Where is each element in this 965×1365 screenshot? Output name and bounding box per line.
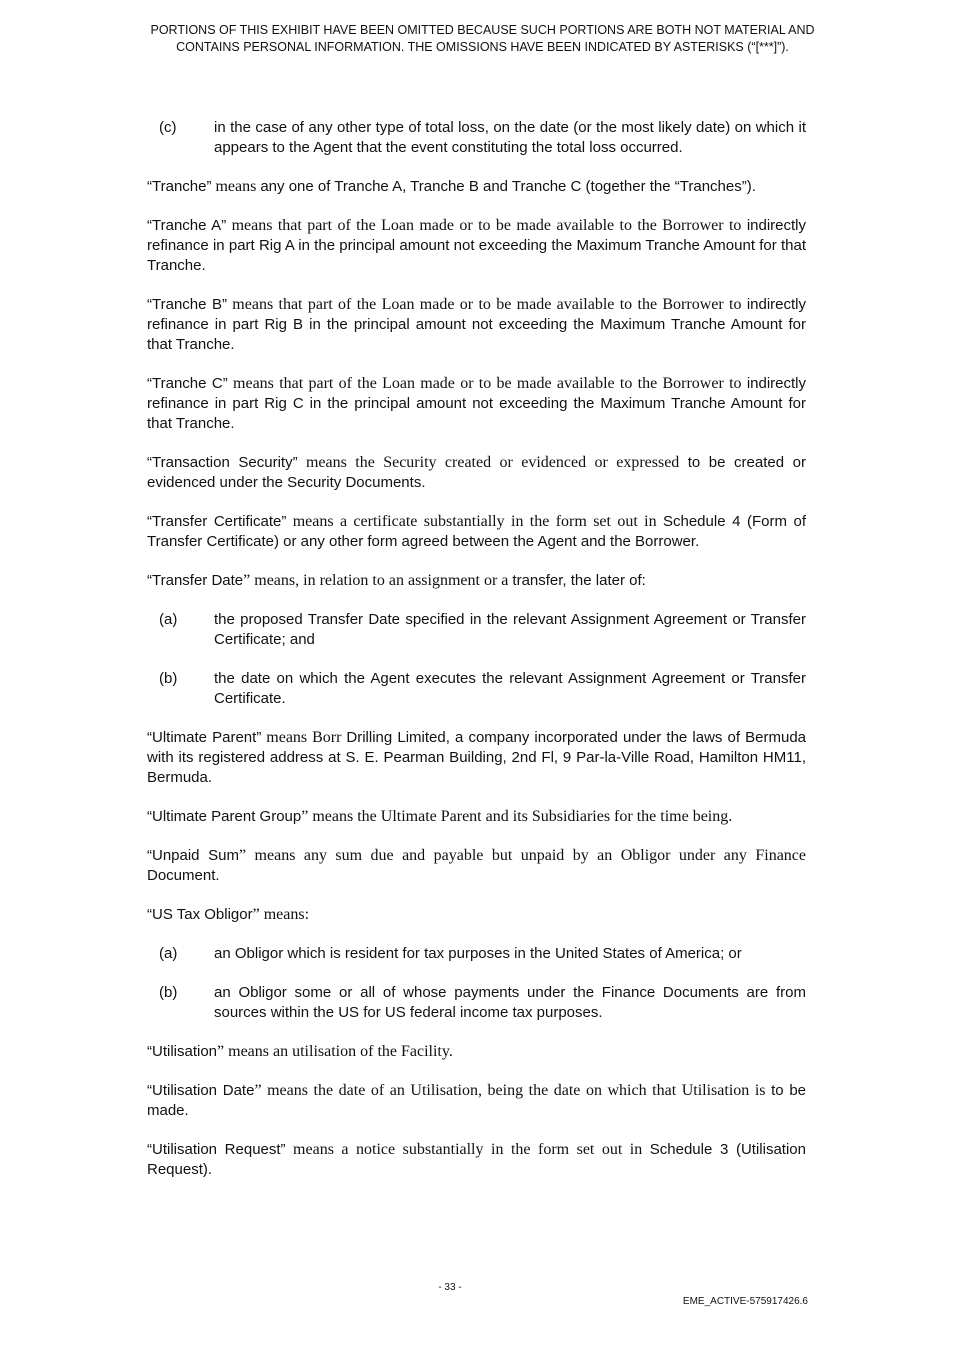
definition-text: means Borr (261, 729, 347, 746)
definition-text: means that part of the Loan made or to be made available to the Borrower to (226, 296, 747, 313)
defined-term: “Transaction Security” (147, 454, 298, 471)
definition-text-rest: to be made. (147, 1082, 807, 1119)
document-body (147, 118, 806, 1180)
definition-ultimate-parent-group (147, 807, 806, 827)
page-number: - 33 - (438, 1282, 462, 1293)
item-label: (a) (159, 945, 178, 962)
item-text: the date on which the Agent executes the relevant Assignment Agreement or Transfer Certificate. (214, 670, 806, 707)
defined-term: “Tranche C” (147, 375, 228, 392)
defined-term: “Tranche” (147, 178, 212, 195)
definition-text: means a certificate substantially in the form set out in (286, 513, 663, 530)
header-line-2: CONTAINS PERSONAL INFORMATION. THE OMISSIONS HAVE BEEN INDICATED BY ASTERISKS (“[***]”). (176, 40, 789, 54)
definition-text: means that part of the Loan made or to be made available to the Borrower to (226, 217, 747, 234)
definition-utilisation-request (147, 1140, 806, 1180)
definition-text: ” means, in relation to an assignment or a (243, 572, 513, 589)
definition-unpaid-sum (147, 846, 806, 886)
defined-term: “Transfer Date (147, 572, 244, 589)
item-label: (b) (159, 670, 178, 687)
header-line-1: PORTIONS OF THIS EXHIBIT HAVE BEEN OMITTED BECAUSE SUCH PORTIONS ARE BOTH NOT MATERIAL AND (150, 23, 815, 37)
definition-text-rest: Schedule 3 (Utilisation Request). (147, 1141, 806, 1178)
definition-text: means (211, 178, 261, 195)
defined-term: “Unpaid Sum (147, 847, 239, 864)
definition-text: means the Security created or evidenced or expressed (297, 454, 688, 471)
definition-text: ” means the date of an Utilisation, being the date on which that Utilisation is (254, 1082, 772, 1099)
defined-term: “Utilisation (147, 1043, 218, 1060)
item-label: (b) (159, 984, 178, 1001)
definition-ultimate-parent (147, 728, 806, 788)
definition-text-rest: Drilling Limited, a company incorporated under the laws of Bermuda with its registered address at S. E. Pearman Building, 2nd Fl, 9 Par-la-Ville Road, Hamilton HM11, Bermuda. (147, 729, 807, 786)
definition-text-rest: indirectly refinance in part Rig C in the principal amount not exceeding the Maximum Tranche Amount for that Tranche. (147, 375, 806, 432)
definition-text-rest: Schedule 4 (Form of Transfer Certificate) or any other form agreed between the Agent and the Borrower. (147, 513, 806, 550)
definition-text-rest: any one of Tranche A, Tranche B and Tranche C (together the “Tranches”). (260, 178, 756, 195)
definition-tranche (147, 177, 806, 197)
definition-utilisation (147, 1042, 806, 1062)
transfer-date-item-a (147, 610, 806, 650)
definition-text: ” means: (252, 906, 310, 923)
definition-utilisation-date (147, 1081, 806, 1121)
definition-text-rest: to be created or evidenced under the Security Documents. (147, 454, 806, 491)
transfer-date-item-b (147, 669, 806, 709)
definition-text: ” means any sum due and payable but unpaid by an Obligor under any Finance (239, 847, 807, 864)
defined-term: “Ultimate Parent Group (147, 808, 302, 825)
definition-transfer-date (147, 571, 806, 591)
definition-tranche-b (147, 295, 806, 355)
us-tax-item-a (147, 944, 806, 964)
defined-term: “Transfer Certificate” (147, 513, 287, 530)
defined-term: “Tranche A” (147, 217, 227, 234)
clause-c (147, 118, 806, 158)
definition-text-rest: indirectly refinance in part Rig B in the principal amount not exceeding the Maximum Tranche Amount for that Tranche. (147, 296, 806, 353)
definition-text: ” means the Ultimate Parent and its Subsidiaries for the time being. (301, 808, 733, 825)
item-text: an Obligor some or all of whose payments under the Finance Documents are from sources within the US for US federal income tax purposes. (214, 984, 806, 1021)
defined-term: “Utilisation Request” (147, 1141, 286, 1158)
item-text: an Obligor which is resident for tax purposes in the United States of America; or (214, 945, 742, 962)
definition-text: means that part of the Loan made or to be made available to the Borrower to (227, 375, 747, 392)
definition-text-rest: indirectly refinance in part Rig A in the principal amount not exceeding the Maximum Tranche Amount for that Tranche. (147, 217, 806, 274)
defined-term: “US Tax Obligor (147, 906, 253, 923)
document-reference: EME_ACTIVE-575917426.6 (682, 1296, 808, 1307)
definition-transfer-certificate (147, 512, 806, 552)
item-text: in the case of any other type of total loss, on the date (or the most likely date) on which it appears to the Agent that the event constituting the total loss occurred. (214, 119, 806, 156)
item-text: the proposed Transfer Date specified in the relevant Assignment Agreement or Transfer Certificate; and (214, 611, 806, 648)
page-header (90, 22, 875, 56)
us-tax-item-b (147, 983, 806, 1023)
defined-term: “Utilisation Date (147, 1082, 255, 1099)
definition-transaction-security (147, 453, 806, 493)
definition-text: ” means an utilisation of the Facility. (217, 1043, 453, 1060)
definition-tranche-a (147, 216, 806, 276)
defined-term: “Tranche B” (147, 296, 227, 313)
item-label: (c) (159, 119, 177, 136)
definition-text-rest: Document. (147, 867, 220, 884)
definition-text-rest: transfer, the later of: (512, 572, 646, 589)
defined-term: “Ultimate Parent” (147, 729, 262, 746)
definition-text: means a notice substantially in the form set out in (285, 1141, 650, 1158)
definition-us-tax-obligor (147, 905, 806, 925)
definition-tranche-c (147, 374, 806, 434)
item-label: (a) (159, 611, 178, 628)
